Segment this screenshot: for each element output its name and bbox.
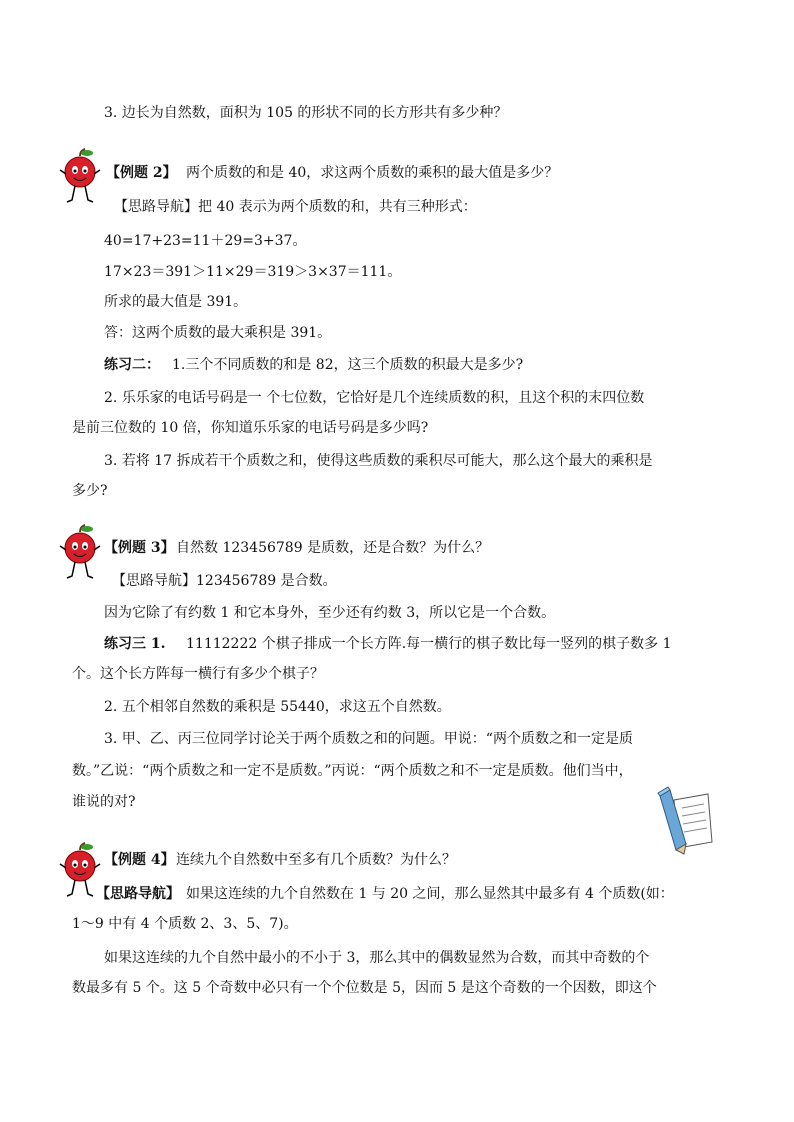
practice-3-label: 练习三 1. [104,636,166,652]
practice-3-q2: 2. 五个相邻自然数的乘积是 55440，求这五个自然数。 [104,699,451,715]
example-2-hint: 【思路导航】把 40 表示为两个质数的和，共有三种形式： [114,199,477,215]
pencil-paper-icon [652,786,714,856]
practice-1-q3: 3. 边长为自然数，面积为 105 的形状不同的长方形共有多少种？ [104,105,508,121]
example-3-explanation: 因为它除了有约数 1 和它本身外，至少还有约数 3，所以它是一个合数。 [104,605,556,621]
practice-2-q2-line-2: 是前三位数的 10 倍，你知道乐乐家的电话号码是多少吗? [72,420,429,436]
example-2-label: 【例题 2】 [106,165,177,181]
practice-2-q3-line-1: 3. 若将 17 拆成若干个质数之和，使得这些质数的乘积尽可能大，那么这个最大的乘积是 [104,453,653,469]
example-4-para-line-2: 数最多有 5 个。这 5 个奇数中必只有一个个位数是 5，因而 5 是这个奇数的一个因数，即这个 [72,980,657,996]
example-4-hint-label: 【思路导航】 [96,886,180,902]
practice-3-q1-line-2: 个。这个长方阵每一横行有多少个棋子？ [72,666,324,682]
example-2-line-1: 40=17+23=11＋29=3+37。 [104,233,307,249]
example-4-label: 【例题 4】 [104,852,175,868]
practice-2-q3-line-2: 多少? [72,483,108,499]
example-4-question: 连续九个自然数中至多有几个质数？为什么？ [176,852,456,868]
example-3-question: 自然数 123456789 是质数，还是合数？为什么？ [176,540,490,556]
practice-2-q1: 1.三个不同质数的和是 82，这三个质数的积最大是多少? [172,357,524,373]
example-4-hint-line-2: 1～9 中有 4 个质数 2、3、5、7)。 [72,916,298,932]
example-2-line-3: 所求的最大值是 391。 [104,294,248,310]
practice-2-label: 练习二： [104,357,160,373]
example-3-label: 【例题 3】 [104,540,175,556]
example-2-line-2: 17×23＝391＞11×29＝319＞3×37＝111。 [104,264,402,280]
practice-2-q2-line-1: 2. 乐乐家的电话号码是一 个七位数，它恰好是几个连续质数的积，且这个积的末四位数 [104,390,645,406]
example-4-para-line-1: 如果这连续的九个自然中最小的不小于 3，那么其中的偶数显然为合数，而其中奇数的个 [104,950,650,966]
example-2-answer: 答：这两个质数的最大乘积是 391。 [104,325,332,341]
example-3-hint: 【思路导航】123456789 是合数。 [112,573,337,589]
practice-3-q3-line-2: 数。”乙说：“两个质数之和一定不是质数。”丙说：“两个质数之和不一定是质数。他们当中， [72,763,633,779]
apple-mascot-icon [58,148,102,206]
apple-mascot-icon [58,524,102,582]
example-4-hint-line-1: 如果这连续的九个自然数在 1 与 20 之间，那么显然其中最多有 4 个质数(如： [186,886,674,902]
practice-3-q1-line-1: 11112222 个棋子排成一个长方阵.每一横行的棋子数比每一竖列的棋子数多 1 [186,636,672,652]
practice-3-q3-line-1: 3. 甲、乙、丙三位同学讨论关于两个质数之和的问题。甲说：“两个质数之和一定是质 [104,731,633,747]
example-2-question: 两个质数的和是 40，求这两个质数的乘积的最大值是多少？ [186,165,559,181]
practice-3-q3-line-3: 谁说的对? [72,794,136,810]
